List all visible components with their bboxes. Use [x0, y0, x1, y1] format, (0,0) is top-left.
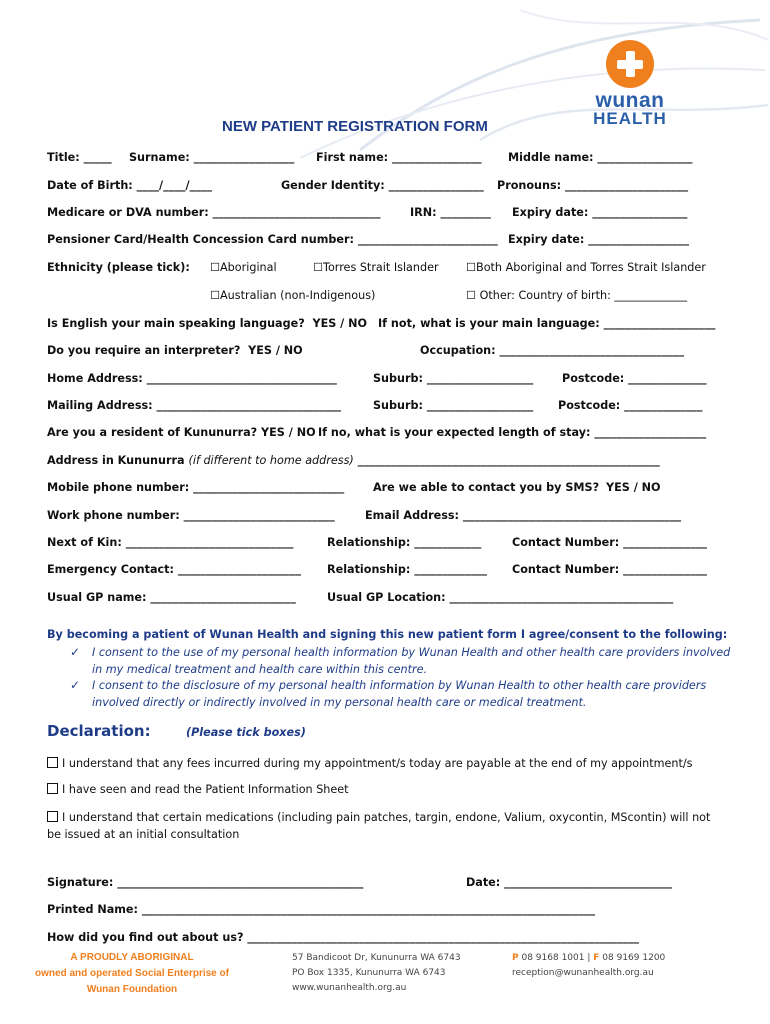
fax-label: F [593, 953, 600, 963]
home-address-field[interactable]: Home Address: __________________________________ [47, 372, 337, 385]
sms-question: Are we able to contact you by SMS? [373, 481, 600, 494]
logo-name-line2: HEALTH [593, 109, 667, 128]
kin-relationship-field[interactable]: Relationship: ____________ [327, 536, 482, 549]
stay-length-field[interactable]: If no, what is your expected length of stay: ____________________ [318, 426, 707, 439]
checkbox-icon[interactable] [47, 757, 58, 768]
email-field[interactable]: Email Address: _______________________________________ [365, 509, 682, 522]
declaration-text: I understand that certain medications (including pain patches, targin, endone, Valium, oxycontin, MScontin) will not be issued at an initial consultation [47, 811, 711, 841]
tagline-line3: Wunan Foundation [86, 984, 178, 995]
footer-address [292, 951, 461, 996]
mailing-suburb-field[interactable]: Suburb: ___________________ [373, 399, 534, 412]
tick-boxes-note: (Please tick boxes) [186, 726, 306, 739]
declaration-heading: Declaration: [47, 722, 151, 740]
medicare-field[interactable]: Medicare or DVA number: ______________________________ [47, 206, 381, 219]
kununurra-address-label: Address in Kununurra [47, 454, 185, 467]
logo-name-line1: wunan [595, 89, 665, 112]
street-address: 57 Bandicoot Dr, Kununurra WA 6743 [292, 953, 461, 963]
ethnicity-australian-checkbox[interactable]: ☐Australian (non-Indigenous) [210, 289, 376, 302]
dob-field[interactable]: Date of Birth: ____/____/____ [47, 179, 212, 192]
ethnicity-aboriginal-checkbox[interactable]: ☐Aboriginal [210, 261, 277, 274]
mailing-address-field[interactable]: Mailing Address: _________________________________ [47, 399, 342, 412]
consent-item: I consent to the disclosure of my personal health information by Wunan Health to other health care providers involved directly or indirectly involved in my personal health care or medical treatment. [92, 679, 707, 709]
kununurra-address-field[interactable] [47, 454, 660, 468]
kununurra-address-line: ______________________________________________________ [357, 454, 660, 467]
title-field[interactable]: Title: _____ [47, 151, 112, 164]
printed-name-field[interactable]: Printed Name: _________________________________________________________________________________ [47, 903, 595, 916]
main-language-field[interactable]: If not, what is your main language: ____________________ [378, 317, 716, 330]
ethnicity-label: Ethnicity (please tick): [47, 261, 190, 274]
referral-source-field[interactable]: How did you find out about us? ______________________________________________________________________ [47, 931, 639, 944]
emergency-relationship-field[interactable]: Relationship: _____________ [327, 563, 487, 576]
declaration-text: I have seen and read the Patient Information Sheet [62, 783, 349, 796]
separator: | [587, 953, 591, 963]
declaration-item[interactable] [47, 781, 727, 798]
kin-contact-number-field[interactable]: Contact Number: _______________ [512, 536, 708, 549]
consent-heading: By becoming a patient of Wunan Health and signing this new patient form I agree/consent to the following: [47, 628, 728, 641]
ethnicity-other-checkbox[interactable]: ☐ Other: Country of birth: _____________ [466, 289, 688, 302]
surname-field[interactable]: Surname: __________________ [129, 151, 295, 164]
website-link[interactable]: www.wunanhealth.org.au [292, 983, 407, 993]
fax-number: 08 9169 1200 [602, 953, 666, 963]
interpreter-field[interactable]: Do you require an interpreter? YES / NO [47, 344, 303, 357]
tagline-line1: A PROUDLY ABORIGINAL [70, 952, 194, 963]
checkbox-icon[interactable] [47, 811, 58, 822]
irn-field[interactable]: IRN: _________ [410, 206, 491, 219]
expiry-date-field[interactable]: Expiry date: _________________ [512, 206, 688, 219]
footer-tagline [18, 950, 246, 998]
english-language-field[interactable]: Is English your main speaking language? YES / NO [47, 317, 368, 330]
home-suburb-field[interactable]: Suburb: ___________________ [373, 372, 534, 385]
ethnicity-tsi-checkbox[interactable]: ☐Torres Strait Islander [313, 261, 439, 274]
declaration-item[interactable] [47, 809, 727, 843]
contact-email[interactable]: reception@wunanhealth.org.au [512, 968, 654, 978]
kununurra-address-note: (if different to home address) [188, 454, 354, 467]
gender-field[interactable]: Gender Identity: _________________ [281, 179, 484, 192]
middle-name-field[interactable]: Middle name: _________________ [508, 151, 693, 164]
date-field[interactable]: Date: ______________________________ [466, 876, 672, 889]
work-phone-field[interactable]: Work phone number: ___________________________ [47, 509, 335, 522]
consent-item: I consent to the use of my personal health information by Wunan Health and other health care providers involved in my medical treatment and health care within this centre. [92, 646, 731, 676]
po-box: PO Box 1335, Kununurra WA 6743 [292, 968, 446, 978]
pensioner-card-field[interactable]: Pensioner Card/Health Concession Card number: _________________________ [47, 233, 498, 246]
declaration-text: I understand that any fees incurred during my appointment/s today are payable at the end of my appointment/s [62, 757, 693, 770]
pronouns-field[interactable]: Pronouns: ______________________ [497, 179, 689, 192]
phone-number[interactable]: 08 9168 1001 [521, 953, 585, 963]
phone-label: P [512, 953, 519, 963]
tagline-line2: owned and operated Social Enterprise of [35, 968, 229, 979]
ethnicity-both-checkbox[interactable]: ☐Both Aboriginal and Torres Strait Islander [466, 261, 706, 274]
gp-name-field[interactable]: Usual GP name: __________________________ [47, 591, 296, 604]
mailing-postcode-field[interactable]: Postcode: ______________ [558, 399, 703, 412]
mobile-phone-field[interactable]: Mobile phone number: ___________________________ [47, 481, 345, 494]
checkmark-icon: ✓ [70, 645, 81, 659]
footer-contact [512, 951, 665, 981]
medical-cross-icon [606, 40, 654, 88]
gp-location-field[interactable]: Usual GP Location: ________________________________________ [327, 591, 674, 604]
emergency-contact-number-field[interactable]: Contact Number: _______________ [512, 563, 708, 576]
signature-field[interactable]: Signature: ____________________________________________ [47, 876, 364, 889]
checkmark-icon: ✓ [70, 678, 81, 692]
form-title: NEW PATIENT REGISTRATION FORM [222, 118, 488, 135]
next-of-kin-field[interactable]: Next of Kin: ______________________________ [47, 536, 294, 549]
pensioner-expiry-field[interactable]: Expiry date: __________________ [508, 233, 689, 246]
checkbox-icon[interactable] [47, 783, 58, 794]
sms-yes-no[interactable]: YES / NO [606, 481, 661, 494]
declaration-item[interactable] [47, 755, 727, 772]
emergency-contact-field[interactable]: Emergency Contact: ______________________ [47, 563, 301, 576]
home-postcode-field[interactable]: Postcode: ______________ [562, 372, 707, 385]
resident-field[interactable]: Are you a resident of Kununurra? YES / NO [47, 426, 316, 439]
wunan-health-logo [580, 40, 680, 127]
first-name-field[interactable]: First name: ________________ [316, 151, 482, 164]
occupation-field[interactable]: Occupation: _________________________________ [420, 344, 685, 357]
